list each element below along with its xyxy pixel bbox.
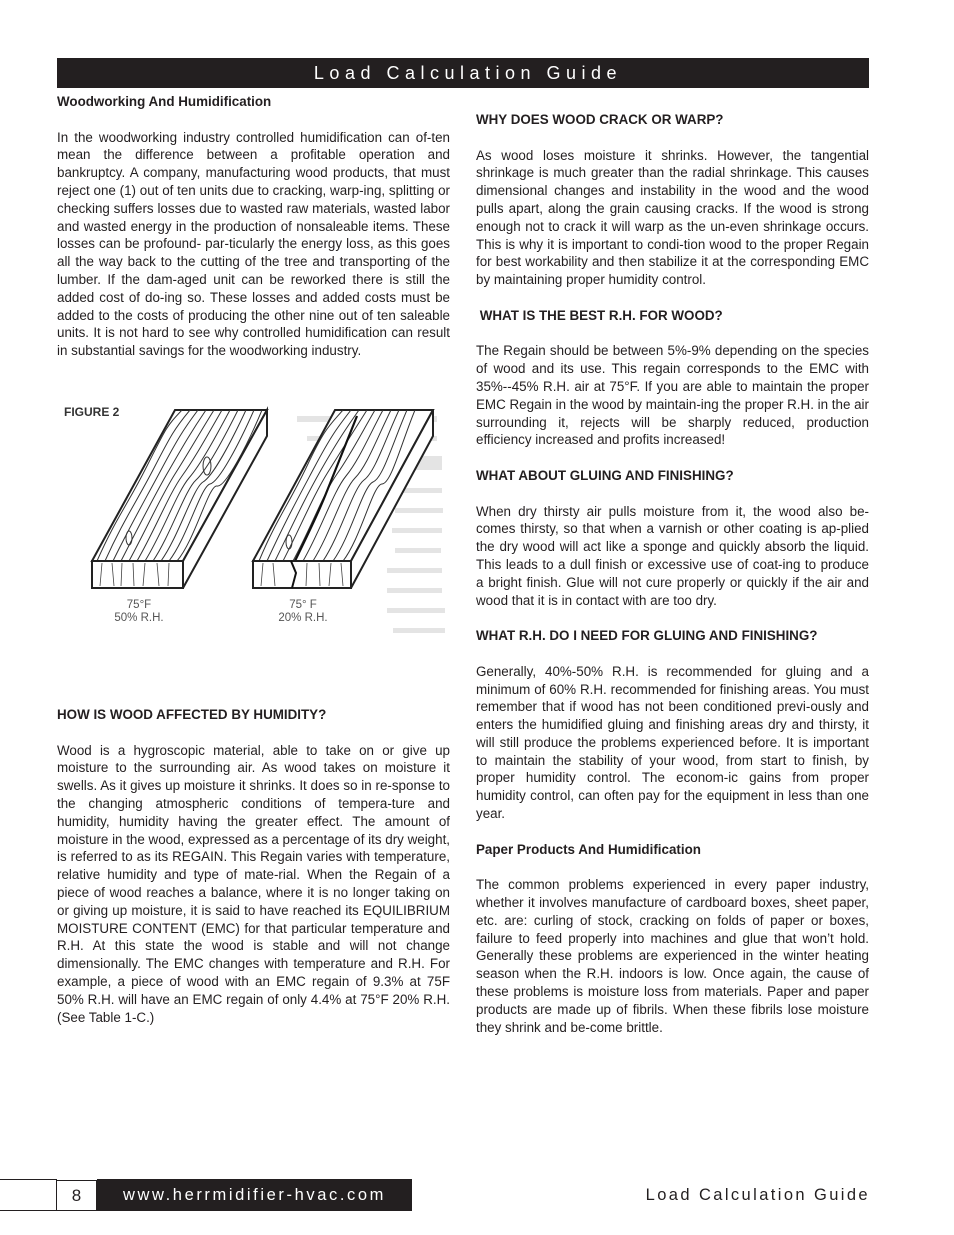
right-board-temp: 75° F	[289, 598, 317, 611]
best-rh-paragraph: The Regain should be between 5%-9% depending on the species of wood and its use. This regain corresponds to the EMC with 35%--45% R.H. air at 75°F. If you are able to maintain the proper EMC Regain in the wood by maintain-ing the proper R.H. in the air surrounding it, rejects will be sharply reduced, production efficiency increased and profits increased!	[476, 343, 869, 448]
crack-paragraph: As wood loses moisture it shrinks. However, the tangential shrinkage is much greater than the radial shrinkage. This causes dimensional changes and instability in the wood and the wood pulls apart, along the grain causing cracks. If the wood is strong enough not to crack it will warp as the un-even shrinkage occurs. This is why it is important to condi-tion wood to the proper Regain for best workability and then stabilize it at the corresponding EMC by maintaining proper humidity control.	[476, 147, 869, 288]
humidity-paragraph: Wood is a hygroscopic material, able to take on or give up moisture to the surrounding air. As wood takes on moisture it swells. As it gives up moisture it shrinks. It does so in re-sponse to the changing atmospheric conditions of tempera-ture and humidity, humidity having the greater effect. The amount of moisture in the wood, expressed as a percentage of its dry weight, is referred to as its REGAIN. This Regain varies with temperature, relative humidity and type of mate-rial. When the Regain of a piece of wood reaches a balance, where it is no longer taking on or giving up moisture, it is said to have reached its EQUILIBRIUM MOISTURE CONTENT (EMC) for that particular temperature and R.H. At this state the wood is stable and will not change dimensionally. The EMC changes with temperature and R.H. For example, a piece of wood with an EMC regain of 9.3% at 75F 50% R.H. will have an EMC regain of only 4.4% at 75°F 20% R.H. (See Table 1-C.)	[57, 742, 451, 1025]
figure-label: FIGURE 2	[64, 404, 120, 419]
paper-paragraph: The common problems experienced in every paper industry, whether it involves manufacture of cardboard boxes, sheet paper, etc. are: curling of stock, cracking on folds of paper or boxes, failure to feed properly into machines and glue that won’t hold. Generally these problems are experienced in the winter heating season when the R.H. indoors is low. Once again, the cause of these problems is moisture loss from materials. Paper and paper products are made up of fibrils. When these fibrils lose moisture they shrink and be-come brittle.	[476, 877, 869, 1035]
woodworking-paragraph: In the woodworking industry controlled humidification can of-ten mean the difference between a profitable operation and bankruptcy. A company, manufacturing wood products, that must reject one (1) out of ten units due to cracking, warp-ing, splitting or checking suffers losses due to wasted raw materials, wasted labor and wasted energy in the production of nonsaleable items. These losses can be profound- par-ticularly the energy loss, as this goes all the way back to the cutting of the tree and transporting of the lumber. If the dam-aged unit can be reworked there is still the added cost of do-ing so. These losses and added costs must be added to the costs of producing the other nine out of ten saleable units. It is not hard to see why controlled humidification can result in substantial savings for the woodworking industry.	[57, 129, 450, 359]
left-board-caption	[99, 599, 179, 625]
figure-2	[57, 396, 450, 644]
left-column	[57, 93, 450, 1026]
footer-rule-bottom	[0, 1210, 57, 1211]
gluing-paragraph: When dry thirsty air pulls moisture from it, the wood also be-comes thirsty, so that when a varnish or other coating is ap-plied the dry wood will act like a sponge and quickly absorb the liquid. This leads to a dull finish or excessive use of coat-ing to produce a bright finish. Glue will not cure properly or quickly if the air and wood that it is in contact with are too dry.	[476, 503, 869, 608]
page-number: 8	[57, 1180, 97, 1211]
gluing-rh-paragraph: Generally, 40%-50% R.H. is recommended for gluing and a minimum of 60% R.H. recommended for finishing areas. You must remember that if wood has not been conditioned previ-ously and enters the humidified gluing and finishing areas dry and thirsty, it will still produce the problems experienced before. It is important to maintain the stability of your wood, from start to finish, by proper humidity control. The econom-ic gains from proper humidity control, can often pay for the equipment in less than one year.	[476, 663, 869, 822]
gluing-heading: WHAT ABOUT GLUING AND FINISHING?	[476, 467, 734, 483]
right-board-caption	[263, 599, 343, 625]
right-column	[476, 111, 869, 1036]
humidity-heading: HOW IS WOOD AFFECTED BY HUMIDITY?	[57, 706, 327, 722]
left-board-temp: 75°F	[126, 598, 152, 611]
board-humid	[92, 410, 267, 588]
footer-rule-top	[0, 1179, 57, 1180]
header-title: Load Calculation Guide	[313, 63, 623, 83]
woodworking-heading: Woodworking And Humidification	[57, 94, 272, 109]
board-dry	[253, 410, 433, 588]
footer-url[interactable]: www.herrmidifier-hvac.com	[97, 1179, 412, 1211]
right-board-rh: 20% R.H.	[278, 611, 328, 624]
left-board-rh: 50% R.H.	[114, 611, 164, 624]
gluing-rh-heading: WHAT R.H. DO I NEED FOR GLUING AND FINISHING?	[476, 628, 818, 644]
paper-heading: Paper Products And Humidification	[476, 841, 701, 857]
footer-title: Load Calculation Guide	[645, 1186, 870, 1204]
crack-heading: WHY DOES WOOD CRACK OR WARP?	[476, 112, 724, 127]
best-rh-heading: WHAT IS THE BEST R.H. FOR WOOD?	[476, 307, 723, 323]
header-bar	[57, 58, 869, 88]
